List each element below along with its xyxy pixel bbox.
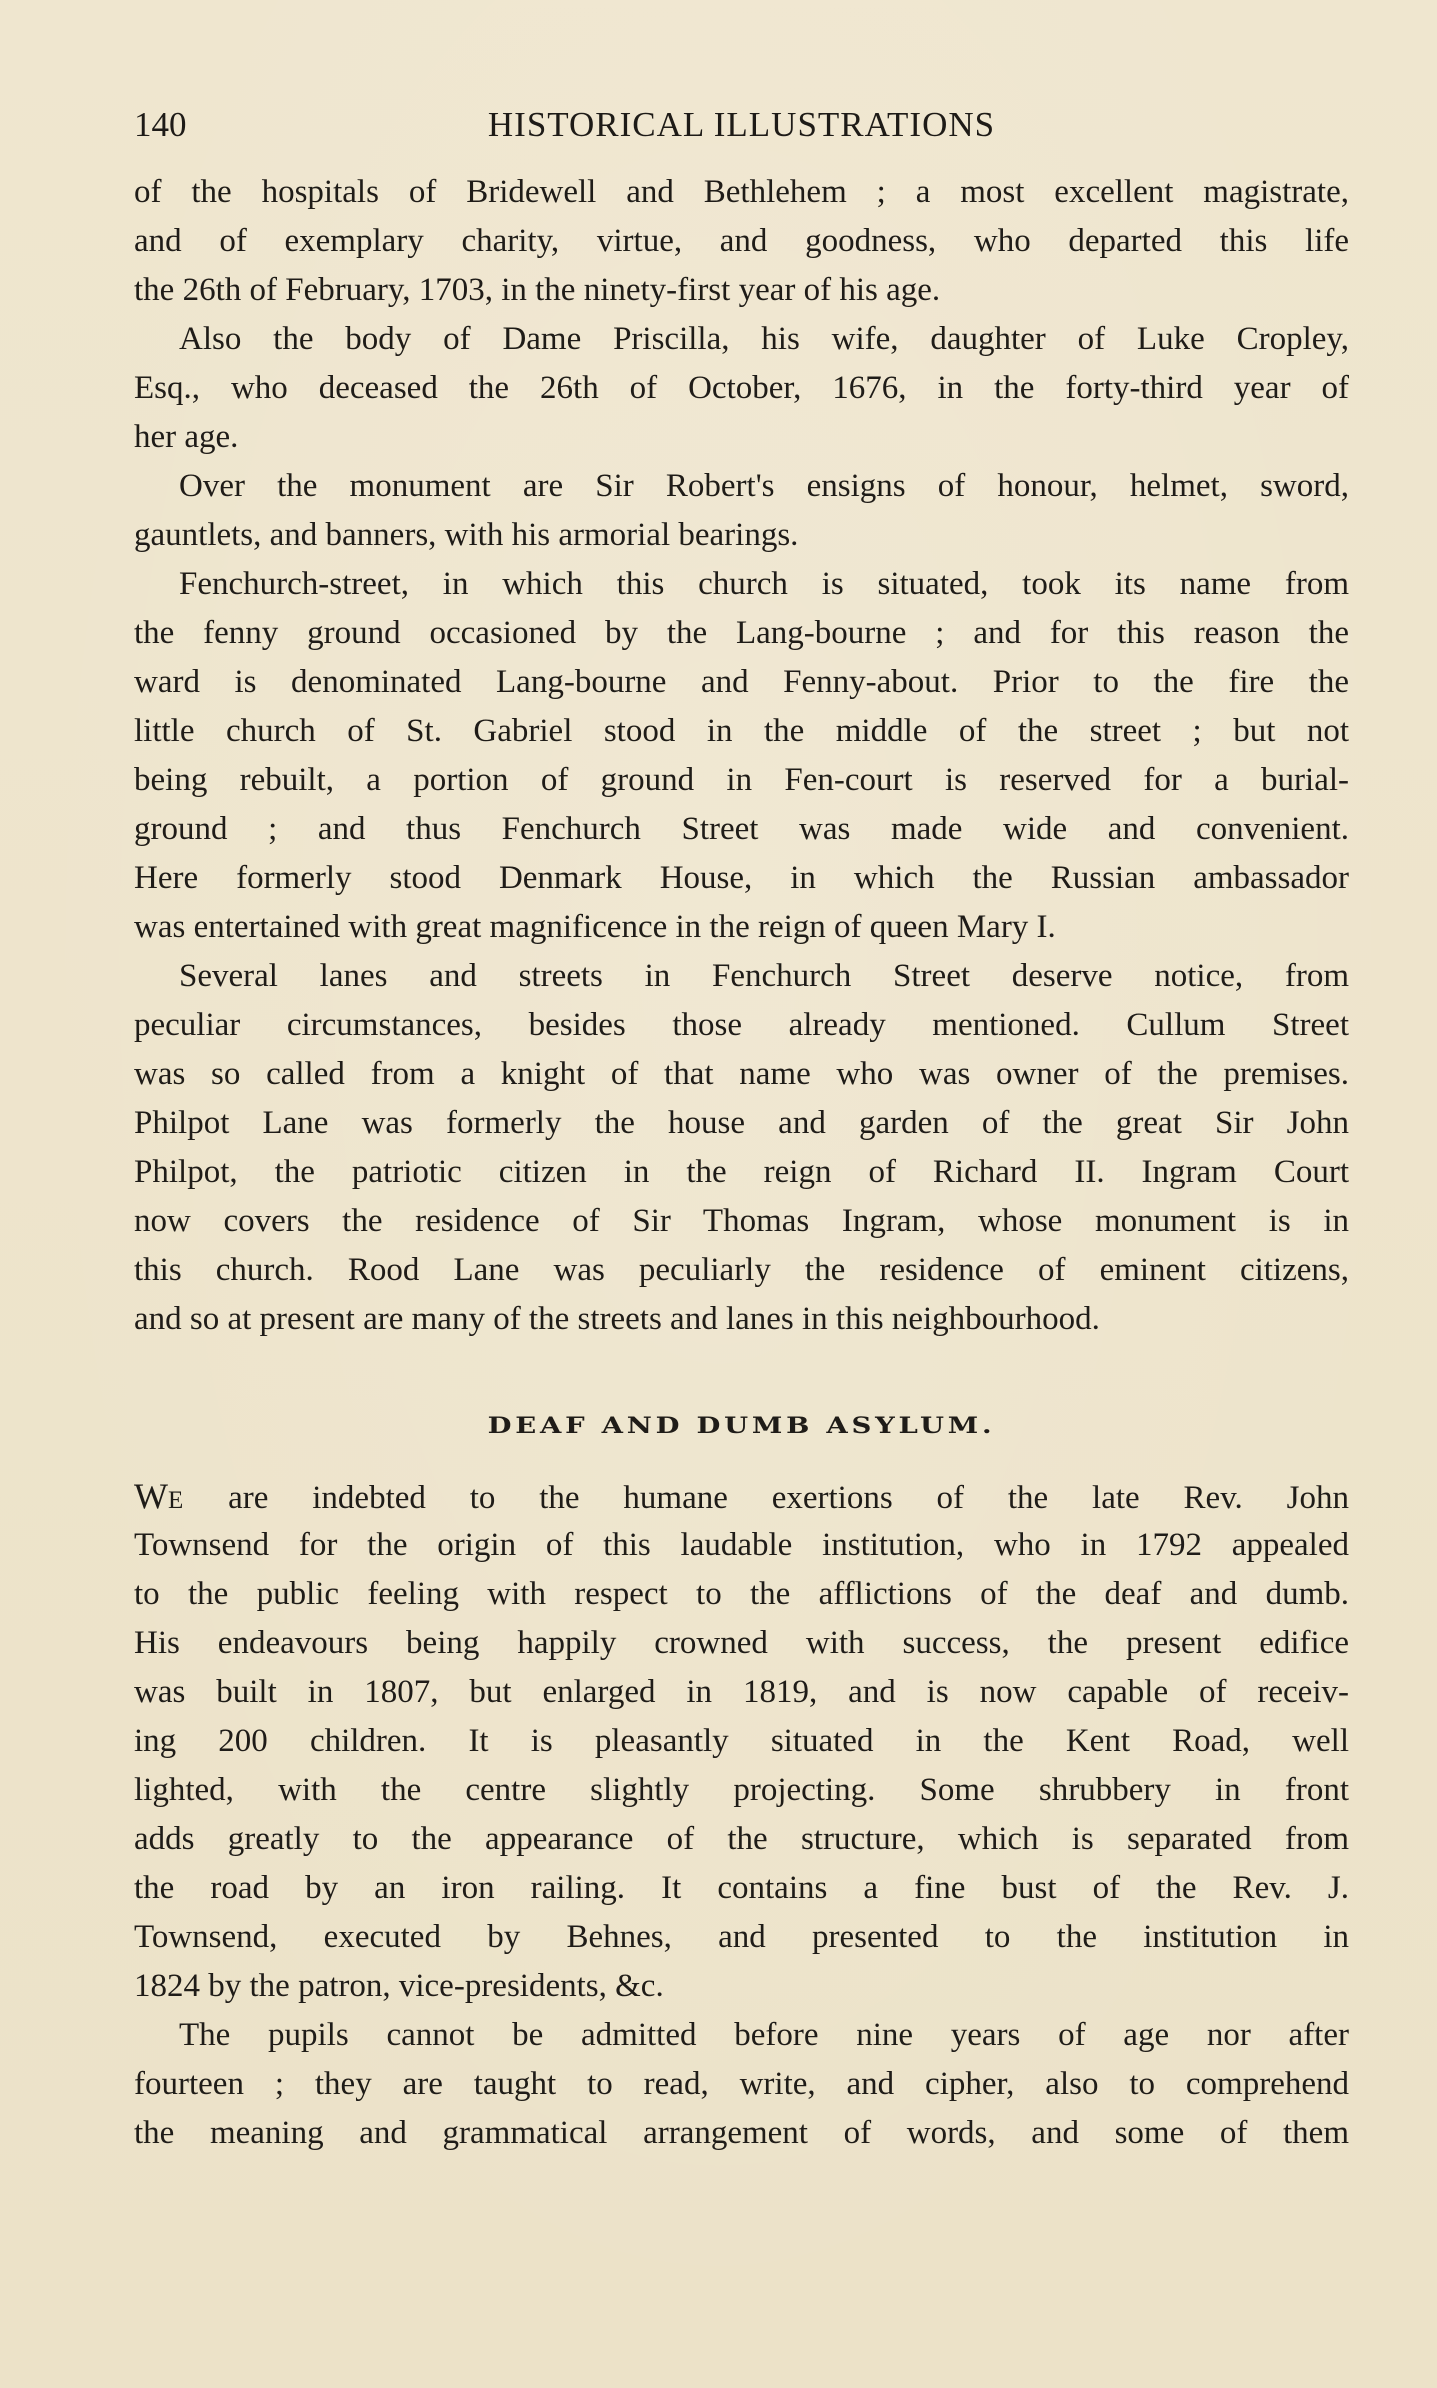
opening-initial-rest: E xyxy=(167,1487,185,1514)
text-line: lighted, with the centre slightly projecting. Some shrubbery in front xyxy=(134,1772,1349,1808)
running-title: HISTORICAL ILLUSTRATIONS xyxy=(487,105,996,144)
page-number: 140 xyxy=(134,105,187,144)
page-header xyxy=(134,100,1349,150)
text-line: The pupils cannot be admitted before nine years of age nor after xyxy=(179,2017,1349,2053)
text-line: Townsend, executed by Behnes, and presented to the institution in xyxy=(134,1919,1349,1955)
text-line: Philpot Lane was formerly the house and garden of the great Sir John xyxy=(134,1105,1349,1141)
heading-gap xyxy=(134,1451,1349,1472)
text-line: was entertained with great magnificence in the reign of queen Mary I. xyxy=(134,909,1056,945)
text-line: was so called from a knight of that name who was owner of the premises. xyxy=(134,1056,1349,1092)
text-line: Esq., who deceased the 26th of October, 1676, in the forty-third year of xyxy=(134,370,1349,406)
text-line: and of exemplary charity, virtue, and goodness, who departed this life xyxy=(134,223,1349,259)
text-line: ground ; and thus Fenchurch Street was made wide and convenient. xyxy=(134,811,1349,847)
section-heading: DEAF AND DUMB ASYLUM. xyxy=(487,1413,996,1439)
text-line: Here formerly stood Denmark House, in which the Russian ambassador xyxy=(134,860,1349,896)
text-line: Townsend for the origin of this laudable institution, who in 1792 appealed xyxy=(134,1527,1349,1563)
page-body xyxy=(134,168,1349,2158)
text-line: Also the body of Dame Priscilla, his wife, daughter of Luke Cropley, xyxy=(179,321,1349,357)
text-line: to the public feeling with respect to the afflictions of the deaf and dumb. xyxy=(134,1576,1349,1612)
text-line: little church of St. Gabriel stood in the middle of the street ; but not xyxy=(134,713,1349,749)
text-line: peculiar circumstances, besides those already mentioned. Cullum Street xyxy=(134,1007,1349,1043)
opening-line-rest: are indebted to the humane exertions of the late Rev. John xyxy=(184,1480,1349,1516)
text-line: Philpot, the patriotic citizen in the reign of Richard II. Ingram Court xyxy=(134,1154,1349,1190)
text-line: Over the monument are Sir Robert's ensigns of honour, helmet, sword, xyxy=(179,468,1349,504)
section-gap xyxy=(134,1344,1349,1402)
text-line: now covers the residence of Sir Thomas Ingram, whose monument is in xyxy=(134,1203,1349,1239)
text-line: Several lanes and streets in Fenchurch Street deserve notice, from xyxy=(179,958,1349,994)
text-line: this church. Rood Lane was peculiarly the residence of eminent citizens, xyxy=(134,1252,1349,1288)
text-line: Fenchurch-street, in which this church is situated, took its name from xyxy=(179,566,1349,602)
text-line: ing 200 children. It is pleasantly situated in the Kent Road, well xyxy=(134,1723,1349,1759)
text-line: being rebuilt, a portion of ground in Fen-court is reserved for a burial- xyxy=(134,762,1349,798)
opening-initial: W xyxy=(134,1476,168,1516)
text-line: His endeavours being happily crowned with success, the present edifice xyxy=(134,1625,1349,1661)
text-line: the 26th of February, 1703, in the ninety-first year of his age. xyxy=(134,272,941,308)
text-line: ward is denominated Lang-bourne and Fenny-about. Prior to the fire the xyxy=(134,664,1349,700)
text-line: adds greatly to the appearance of the structure, which is separated from xyxy=(134,1821,1349,1857)
text-line: the fenny ground occasioned by the Lang-bourne ; and for this reason the xyxy=(134,615,1349,651)
text-line: gauntlets, and banners, with his armorial bearings. xyxy=(134,517,799,553)
text-line: of the hospitals of Bridewell and Bethlehem ; a most excellent magistrate, xyxy=(134,174,1349,210)
text-line: fourteen ; they are taught to read, write, and cipher, also to comprehend xyxy=(134,2066,1349,2102)
text-line: 1824 by the patron, vice-presidents, &c. xyxy=(134,1968,664,2004)
text-line: her age. xyxy=(134,419,239,455)
text-line: and so at present are many of the streets and lanes in this neighbourhood. xyxy=(134,1301,1100,1337)
text-line: the meaning and grammatical arrangement of words, and some of them xyxy=(134,2115,1349,2151)
text-line-opening xyxy=(134,1472,1349,1521)
text-line: the road by an iron railing. It contains a fine bust of the Rev. J. xyxy=(134,1870,1349,1906)
text-line: was built in 1807, but enlarged in 1819, and is now capable of receiv- xyxy=(134,1674,1349,1710)
